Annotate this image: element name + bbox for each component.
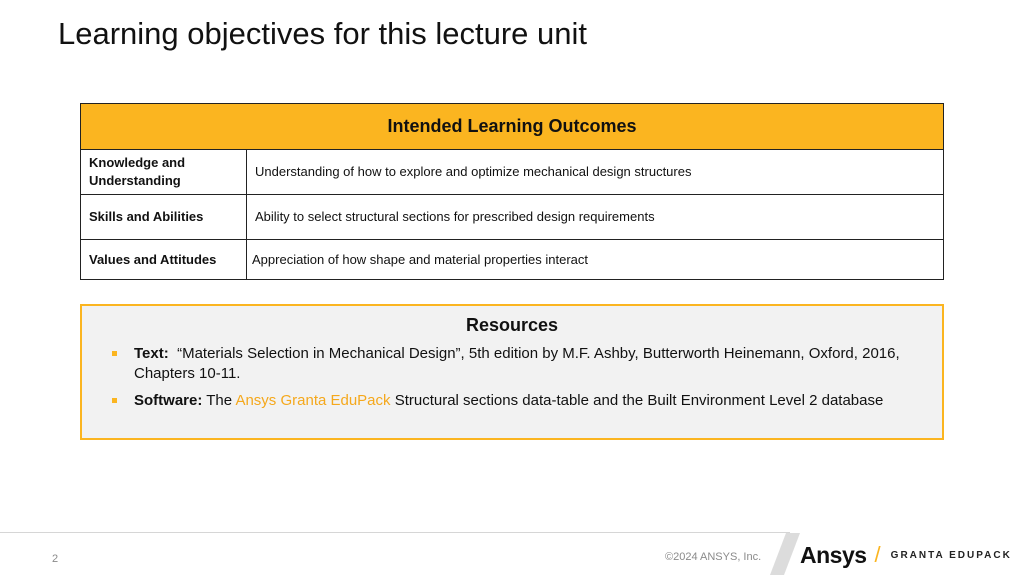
resources-box (80, 304, 944, 440)
copyright-text: ©2024 ANSYS, Inc. (665, 551, 762, 563)
row-value: Ability to select structural sections for prescribed design requirements (255, 209, 655, 224)
row-value: Understanding of how to explore and optimize mechanical design structures (255, 164, 692, 179)
resources-list (82, 344, 942, 411)
resource-text: “Materials Selection in Mechanical Design”, 5th edition by M.F. Ashby, Butterworth Heinemann, Oxford, 2016, Chapters 10-11. (134, 345, 900, 382)
learning-outcomes-table (80, 103, 944, 280)
row-label: Values and Attitudes (81, 240, 247, 279)
row-value: Appreciation of how shape and material properties interact (252, 251, 589, 267)
resource-key: Text: (134, 345, 169, 362)
square-bullet-icon (112, 398, 117, 403)
software-link[interactable]: Ansys Granta EduPack (235, 392, 391, 409)
resource-prefix: The (206, 392, 233, 409)
brand-logo (800, 540, 1012, 570)
page-number: 2 (52, 553, 59, 565)
footer-divider (0, 532, 790, 533)
product-name: GRANTA EDUPACK (890, 549, 1012, 561)
table-row (81, 150, 943, 195)
table-row (81, 240, 943, 279)
resource-suffix: Structural sections data-table and the Built Environment Level 2 database (394, 392, 884, 409)
page-title: Learning objectives for this lecture unit (58, 16, 588, 51)
row-label: Knowledge and Understanding (81, 150, 247, 194)
list-item (82, 344, 942, 384)
ansys-logo: Ansys (800, 541, 867, 568)
list-item (82, 391, 942, 411)
row-label: Skills and Abilities (81, 195, 247, 239)
square-bullet-icon (112, 351, 117, 356)
slash-decoration-icon (770, 533, 800, 575)
outcomes-table-header: Intended Learning Outcomes (81, 104, 943, 150)
resources-heading: Resources (465, 315, 559, 335)
brand-separator: / (874, 542, 881, 567)
resource-key: Software: (134, 392, 203, 409)
table-row (81, 195, 943, 240)
